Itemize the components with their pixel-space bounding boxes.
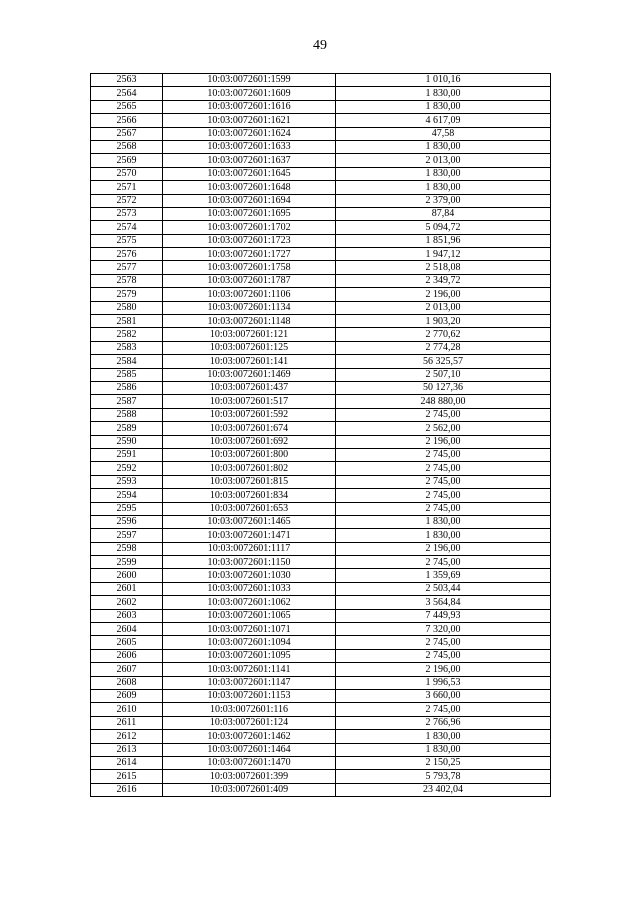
table-row bbox=[91, 542, 551, 555]
cadastral-number-cell: 10:03:0072601:517 bbox=[163, 395, 336, 408]
value-cell: 3 660,00 bbox=[336, 689, 551, 702]
value-cell: 2 013,00 bbox=[336, 301, 551, 314]
cadastral-number-cell: 10:03:0072601:692 bbox=[163, 435, 336, 448]
cadastral-number-cell: 10:03:0072601:653 bbox=[163, 502, 336, 515]
cadastral-number-cell: 10:03:0072601:815 bbox=[163, 475, 336, 488]
table-row bbox=[91, 154, 551, 167]
table-row bbox=[91, 448, 551, 461]
value-cell: 2 562,00 bbox=[336, 422, 551, 435]
cadastral-number-cell: 10:03:0072601:1148 bbox=[163, 315, 336, 328]
row-number-cell: 2599 bbox=[91, 556, 163, 569]
table-row bbox=[91, 730, 551, 743]
table-row bbox=[91, 248, 551, 261]
value-cell: 2 774,28 bbox=[336, 341, 551, 354]
table-row bbox=[91, 703, 551, 716]
table-row bbox=[91, 408, 551, 421]
cadastral-number-cell: 10:03:0072601:1695 bbox=[163, 207, 336, 220]
value-cell: 1 359,69 bbox=[336, 569, 551, 582]
row-number-cell: 2612 bbox=[91, 730, 163, 743]
row-number-cell: 2574 bbox=[91, 221, 163, 234]
row-number-cell: 2611 bbox=[91, 716, 163, 729]
table-row bbox=[91, 676, 551, 689]
table-row bbox=[91, 582, 551, 595]
row-number-cell: 2571 bbox=[91, 181, 163, 194]
registry-table bbox=[90, 73, 551, 797]
value-cell: 1 010,16 bbox=[336, 74, 551, 87]
table-row bbox=[91, 274, 551, 287]
table-row bbox=[91, 181, 551, 194]
value-cell: 2 745,00 bbox=[336, 703, 551, 716]
page-number: 49 bbox=[313, 38, 327, 53]
cadastral-number-cell: 10:03:0072601:800 bbox=[163, 448, 336, 461]
cadastral-number-cell: 10:03:0072601:437 bbox=[163, 381, 336, 394]
value-cell: 1 903,20 bbox=[336, 315, 551, 328]
row-number-cell: 2577 bbox=[91, 261, 163, 274]
row-number-cell: 2576 bbox=[91, 248, 163, 261]
row-number-cell: 2585 bbox=[91, 368, 163, 381]
cadastral-number-cell: 10:03:0072601:1071 bbox=[163, 623, 336, 636]
value-cell: 2 150,25 bbox=[336, 756, 551, 769]
table-row bbox=[91, 756, 551, 769]
cadastral-number-cell: 10:03:0072601:141 bbox=[163, 355, 336, 368]
row-number-cell: 2566 bbox=[91, 114, 163, 127]
value-cell: 4 617,09 bbox=[336, 114, 551, 127]
value-cell: 1 947,12 bbox=[336, 248, 551, 261]
row-number-cell: 2573 bbox=[91, 207, 163, 220]
value-cell: 5 094,72 bbox=[336, 221, 551, 234]
row-number-cell: 2575 bbox=[91, 234, 163, 247]
row-number-cell: 2567 bbox=[91, 127, 163, 140]
value-cell: 2 745,00 bbox=[336, 556, 551, 569]
table-row bbox=[91, 502, 551, 515]
cadastral-number-cell: 10:03:0072601:124 bbox=[163, 716, 336, 729]
row-number-cell: 2588 bbox=[91, 408, 163, 421]
cadastral-number-cell: 10:03:0072601:409 bbox=[163, 783, 336, 796]
value-cell: 2 745,00 bbox=[336, 448, 551, 461]
table-row bbox=[91, 127, 551, 140]
value-cell: 5 793,78 bbox=[336, 770, 551, 783]
table-row bbox=[91, 301, 551, 314]
row-number-cell: 2605 bbox=[91, 636, 163, 649]
cadastral-number-cell: 10:03:0072601:1694 bbox=[163, 194, 336, 207]
table-row bbox=[91, 556, 551, 569]
cadastral-number-cell: 10:03:0072601:1094 bbox=[163, 636, 336, 649]
table-row bbox=[91, 368, 551, 381]
row-number-cell: 2603 bbox=[91, 609, 163, 622]
cadastral-number-cell: 10:03:0072601:121 bbox=[163, 328, 336, 341]
value-cell: 1 830,00 bbox=[336, 140, 551, 153]
value-cell: 2 745,00 bbox=[336, 408, 551, 421]
value-cell: 1 830,00 bbox=[336, 167, 551, 180]
value-cell: 248 880,00 bbox=[336, 395, 551, 408]
table-row bbox=[91, 569, 551, 582]
row-number-cell: 2610 bbox=[91, 703, 163, 716]
table-row bbox=[91, 140, 551, 153]
cadastral-number-cell: 10:03:0072601:1471 bbox=[163, 529, 336, 542]
registry-table-body bbox=[91, 74, 551, 797]
row-number-cell: 2578 bbox=[91, 274, 163, 287]
table-row bbox=[91, 623, 551, 636]
table-row bbox=[91, 87, 551, 100]
table-row bbox=[91, 770, 551, 783]
row-number-cell: 2595 bbox=[91, 502, 163, 515]
value-cell: 2 745,00 bbox=[336, 636, 551, 649]
value-cell: 1 830,00 bbox=[336, 87, 551, 100]
cadastral-number-cell: 10:03:0072601:802 bbox=[163, 462, 336, 475]
table-row bbox=[91, 636, 551, 649]
table-row bbox=[91, 689, 551, 702]
value-cell: 2 745,00 bbox=[336, 649, 551, 662]
row-number-cell: 2583 bbox=[91, 341, 163, 354]
table-row bbox=[91, 207, 551, 220]
cadastral-number-cell: 10:03:0072601:1106 bbox=[163, 288, 336, 301]
row-number-cell: 2616 bbox=[91, 783, 163, 796]
table-row bbox=[91, 167, 551, 180]
row-number-cell: 2570 bbox=[91, 167, 163, 180]
value-cell: 2 518,08 bbox=[336, 261, 551, 274]
cadastral-number-cell: 10:03:0072601:1465 bbox=[163, 515, 336, 528]
row-number-cell: 2589 bbox=[91, 422, 163, 435]
value-cell: 50 127,36 bbox=[336, 381, 551, 394]
cadastral-number-cell: 10:03:0072601:1141 bbox=[163, 663, 336, 676]
table-row bbox=[91, 529, 551, 542]
cadastral-number-cell: 10:03:0072601:1609 bbox=[163, 87, 336, 100]
value-cell: 2 770,62 bbox=[336, 328, 551, 341]
cadastral-number-cell: 10:03:0072601:1117 bbox=[163, 542, 336, 555]
row-number-cell: 2609 bbox=[91, 689, 163, 702]
row-number-cell: 2614 bbox=[91, 756, 163, 769]
value-cell: 2 745,00 bbox=[336, 475, 551, 488]
row-number-cell: 2579 bbox=[91, 288, 163, 301]
table-row bbox=[91, 194, 551, 207]
cadastral-number-cell: 10:03:0072601:1065 bbox=[163, 609, 336, 622]
value-cell: 1 830,00 bbox=[336, 529, 551, 542]
table-row bbox=[91, 716, 551, 729]
cadastral-number-cell: 10:03:0072601:1470 bbox=[163, 756, 336, 769]
value-cell: 2 745,00 bbox=[336, 502, 551, 515]
row-number-cell: 2594 bbox=[91, 489, 163, 502]
value-cell: 2 196,00 bbox=[336, 435, 551, 448]
value-cell: 87,84 bbox=[336, 207, 551, 220]
table-row bbox=[91, 515, 551, 528]
cadastral-number-cell: 10:03:0072601:1648 bbox=[163, 181, 336, 194]
cadastral-number-cell: 10:03:0072601:399 bbox=[163, 770, 336, 783]
table-row bbox=[91, 435, 551, 448]
table-row bbox=[91, 355, 551, 368]
value-cell: 1 996,53 bbox=[336, 676, 551, 689]
row-number-cell: 2601 bbox=[91, 582, 163, 595]
table-row bbox=[91, 475, 551, 488]
value-cell: 1 830,00 bbox=[336, 181, 551, 194]
value-cell: 2 507,10 bbox=[336, 368, 551, 381]
value-cell: 2 745,00 bbox=[336, 489, 551, 502]
row-number-cell: 2596 bbox=[91, 515, 163, 528]
row-number-cell: 2598 bbox=[91, 542, 163, 555]
table-row bbox=[91, 221, 551, 234]
row-number-cell: 2586 bbox=[91, 381, 163, 394]
cadastral-number-cell: 10:03:0072601:116 bbox=[163, 703, 336, 716]
cadastral-number-cell: 10:03:0072601:834 bbox=[163, 489, 336, 502]
table-row bbox=[91, 328, 551, 341]
value-cell: 2 196,00 bbox=[336, 288, 551, 301]
row-number-cell: 2591 bbox=[91, 448, 163, 461]
table-row bbox=[91, 114, 551, 127]
table-row bbox=[91, 596, 551, 609]
cadastral-number-cell: 10:03:0072601:1621 bbox=[163, 114, 336, 127]
value-cell: 1 830,00 bbox=[336, 100, 551, 113]
cadastral-number-cell: 10:03:0072601:1787 bbox=[163, 274, 336, 287]
row-number-cell: 2604 bbox=[91, 623, 163, 636]
row-number-cell: 2580 bbox=[91, 301, 163, 314]
row-number-cell: 2581 bbox=[91, 315, 163, 328]
cadastral-number-cell: 10:03:0072601:1147 bbox=[163, 676, 336, 689]
row-number-cell: 2564 bbox=[91, 87, 163, 100]
row-number-cell: 2600 bbox=[91, 569, 163, 582]
cadastral-number-cell: 10:03:0072601:125 bbox=[163, 341, 336, 354]
cadastral-number-cell: 10:03:0072601:1599 bbox=[163, 74, 336, 87]
cadastral-number-cell: 10:03:0072601:592 bbox=[163, 408, 336, 421]
value-cell: 2 745,00 bbox=[336, 462, 551, 475]
row-number-cell: 2568 bbox=[91, 140, 163, 153]
row-number-cell: 2563 bbox=[91, 74, 163, 87]
value-cell: 7 320,00 bbox=[336, 623, 551, 636]
row-number-cell: 2606 bbox=[91, 649, 163, 662]
cadastral-number-cell: 10:03:0072601:1616 bbox=[163, 100, 336, 113]
row-number-cell: 2613 bbox=[91, 743, 163, 756]
cadastral-number-cell: 10:03:0072601:1727 bbox=[163, 248, 336, 261]
table-row bbox=[91, 100, 551, 113]
value-cell: 47,58 bbox=[336, 127, 551, 140]
value-cell: 23 402,04 bbox=[336, 783, 551, 796]
cadastral-number-cell: 10:03:0072601:1153 bbox=[163, 689, 336, 702]
cadastral-number-cell: 10:03:0072601:1464 bbox=[163, 743, 336, 756]
cadastral-number-cell: 10:03:0072601:674 bbox=[163, 422, 336, 435]
row-number-cell: 2584 bbox=[91, 355, 163, 368]
cadastral-number-cell: 10:03:0072601:1150 bbox=[163, 556, 336, 569]
row-number-cell: 2569 bbox=[91, 154, 163, 167]
table-row bbox=[91, 395, 551, 408]
value-cell: 2 196,00 bbox=[336, 542, 551, 555]
row-number-cell: 2597 bbox=[91, 529, 163, 542]
value-cell: 1 830,00 bbox=[336, 515, 551, 528]
table-row bbox=[91, 341, 551, 354]
table-row bbox=[91, 663, 551, 676]
table-row bbox=[91, 649, 551, 662]
row-number-cell: 2572 bbox=[91, 194, 163, 207]
table-row bbox=[91, 261, 551, 274]
row-number-cell: 2607 bbox=[91, 663, 163, 676]
cadastral-number-cell: 10:03:0072601:1645 bbox=[163, 167, 336, 180]
value-cell: 1 830,00 bbox=[336, 743, 551, 756]
value-cell: 2 503,44 bbox=[336, 582, 551, 595]
value-cell: 2 013,00 bbox=[336, 154, 551, 167]
cadastral-number-cell: 10:03:0072601:1723 bbox=[163, 234, 336, 247]
row-number-cell: 2565 bbox=[91, 100, 163, 113]
value-cell: 2 379,00 bbox=[336, 194, 551, 207]
value-cell: 1 851,96 bbox=[336, 234, 551, 247]
table-row bbox=[91, 489, 551, 502]
cadastral-number-cell: 10:03:0072601:1095 bbox=[163, 649, 336, 662]
table-row bbox=[91, 422, 551, 435]
value-cell: 2 349,72 bbox=[336, 274, 551, 287]
row-number-cell: 2582 bbox=[91, 328, 163, 341]
table-row bbox=[91, 288, 551, 301]
cadastral-number-cell: 10:03:0072601:1469 bbox=[163, 368, 336, 381]
cadastral-number-cell: 10:03:0072601:1062 bbox=[163, 596, 336, 609]
row-number-cell: 2590 bbox=[91, 435, 163, 448]
cadastral-number-cell: 10:03:0072601:1633 bbox=[163, 140, 336, 153]
cadastral-number-cell: 10:03:0072601:1033 bbox=[163, 582, 336, 595]
value-cell: 1 830,00 bbox=[336, 730, 551, 743]
table-row bbox=[91, 462, 551, 475]
value-cell: 3 564,84 bbox=[336, 596, 551, 609]
table-row bbox=[91, 783, 551, 796]
row-number-cell: 2593 bbox=[91, 475, 163, 488]
value-cell: 2 766,96 bbox=[336, 716, 551, 729]
value-cell: 7 449,93 bbox=[336, 609, 551, 622]
row-number-cell: 2602 bbox=[91, 596, 163, 609]
cadastral-number-cell: 10:03:0072601:1702 bbox=[163, 221, 336, 234]
value-cell: 56 325,57 bbox=[336, 355, 551, 368]
cadastral-number-cell: 10:03:0072601:1134 bbox=[163, 301, 336, 314]
cadastral-number-cell: 10:03:0072601:1637 bbox=[163, 154, 336, 167]
table-row bbox=[91, 315, 551, 328]
row-number-cell: 2608 bbox=[91, 676, 163, 689]
row-number-cell: 2592 bbox=[91, 462, 163, 475]
cadastral-number-cell: 10:03:0072601:1758 bbox=[163, 261, 336, 274]
cadastral-number-cell: 10:03:0072601:1624 bbox=[163, 127, 336, 140]
row-number-cell: 2587 bbox=[91, 395, 163, 408]
value-cell: 2 196,00 bbox=[336, 663, 551, 676]
table-row bbox=[91, 381, 551, 394]
table-row bbox=[91, 609, 551, 622]
table-row bbox=[91, 743, 551, 756]
cadastral-number-cell: 10:03:0072601:1030 bbox=[163, 569, 336, 582]
cadastral-number-cell: 10:03:0072601:1462 bbox=[163, 730, 336, 743]
table-row bbox=[91, 234, 551, 247]
table-row bbox=[91, 74, 551, 87]
row-number-cell: 2615 bbox=[91, 770, 163, 783]
